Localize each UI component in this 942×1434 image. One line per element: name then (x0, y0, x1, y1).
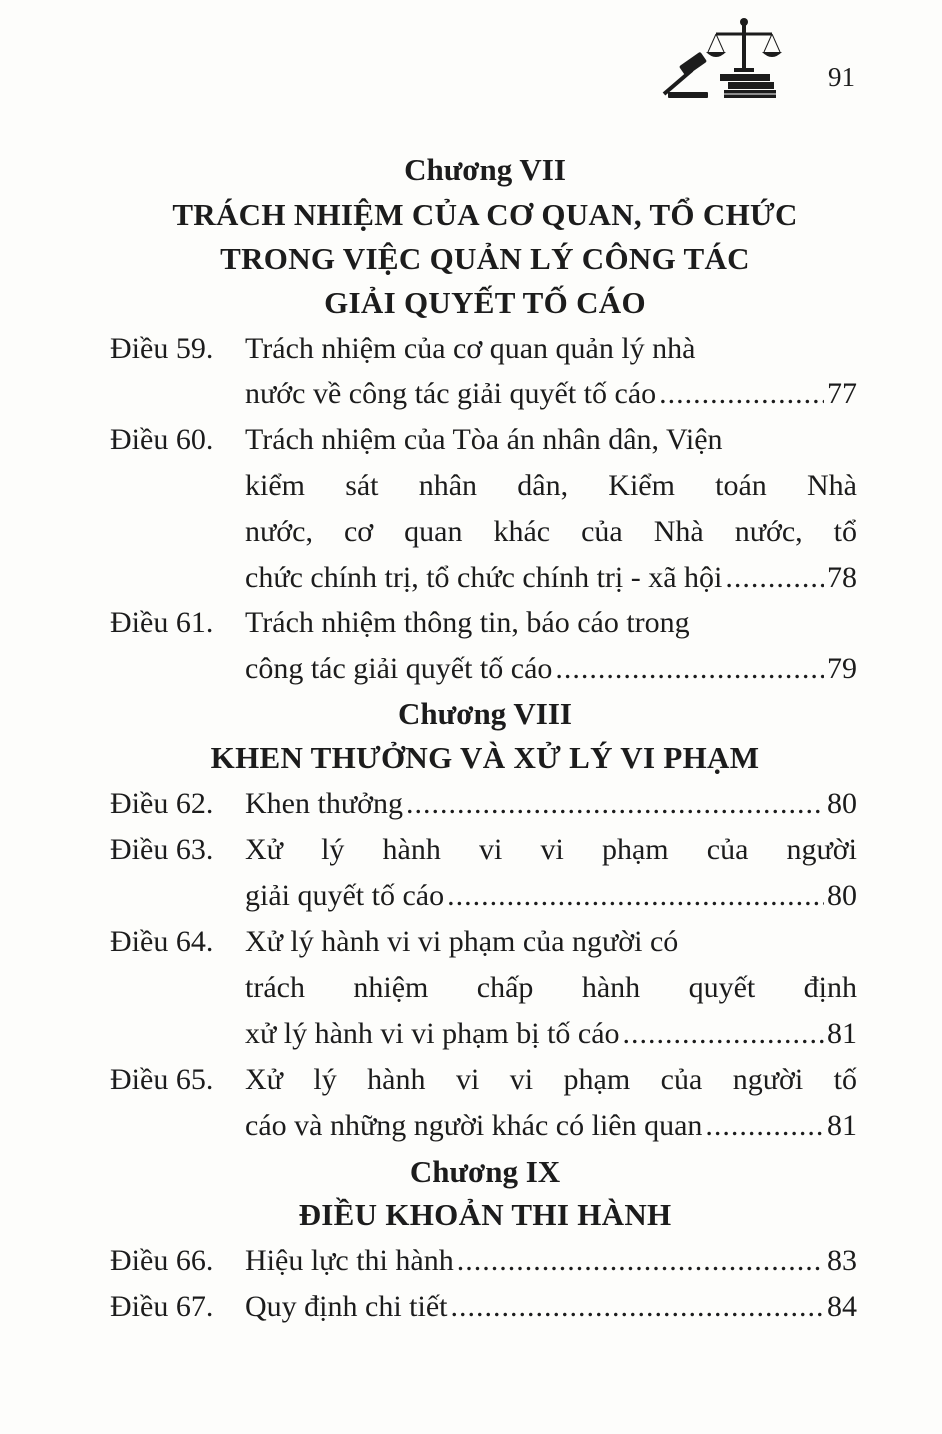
chapter-heading: ĐIỀU KHOẢN THI HÀNH (298, 1197, 672, 1232)
toc-page-number: 79 (827, 652, 857, 685)
toc-page-number: 84 (827, 1290, 857, 1323)
toc-entry-line (245, 556, 857, 600)
toc-entry-line (245, 1012, 857, 1056)
scales-of-justice-icon (658, 14, 788, 100)
article-label: Điều 62. (110, 787, 214, 820)
article-title: giải quyết tố cáo (245, 879, 445, 912)
toc-entry-line (245, 1239, 857, 1283)
dot-leader (450, 1285, 824, 1329)
toc-page-number: 80 (827, 879, 857, 912)
toc-entry-line (245, 1285, 857, 1329)
toc-page-number: 78 (827, 561, 857, 594)
article-title: Trách nhiệm của cơ quan quản lý nhà (245, 332, 696, 365)
toc-page-number: 81 (827, 1017, 857, 1050)
dot-leader (659, 372, 824, 416)
article-title: trách nhiệm chấp hành quyết định (245, 971, 857, 1004)
dot-leader (725, 556, 824, 600)
toc-entry-line (245, 647, 857, 691)
toc-entry-line (245, 782, 857, 826)
chapter-title: Chương IX (409, 1154, 561, 1189)
toc-page-number: 81 (827, 1109, 857, 1142)
article-title: chức chính trị, tổ chức chính trị - xã hội (245, 561, 723, 594)
article-label: Điều 59. (110, 332, 214, 365)
page-number: 91 (828, 62, 855, 92)
toc-entry-line (245, 1104, 857, 1148)
dot-leader (623, 1012, 824, 1056)
article-title: kiểm sát nhân dân, Kiểm toán Nhà (245, 469, 857, 502)
article-title: Hiệu lực thi hành (245, 1244, 454, 1277)
toc-entry-line (245, 874, 857, 918)
article-title: Xử lý hành vi vi phạm của người (245, 833, 857, 866)
toc-page-number: 77 (827, 377, 857, 410)
article-title: Xử lý hành vi vi phạm của người tố (245, 1063, 857, 1096)
toc-entry-line (245, 372, 857, 416)
chapter-heading: TRÁCH NHIỆM CỦA CƠ QUAN, TỔ CHỨC (172, 197, 798, 232)
dot-leader (555, 647, 824, 691)
toc-page-number: 80 (827, 787, 857, 820)
article-label: Điều 61. (110, 606, 214, 639)
article-title: cáo và những người khác có liên quan (245, 1109, 703, 1142)
toc-page-number: 83 (827, 1244, 857, 1277)
dot-leader (447, 874, 824, 918)
article-label: Điều 63. (110, 833, 214, 866)
article-title: Xử lý hành vi vi phạm của người có (245, 925, 679, 958)
chapter-heading: TRONG VIỆC QUẢN LÝ CÔNG TÁC (220, 241, 750, 276)
chapter-heading: GIẢI QUYẾT TỐ CÁO (324, 285, 646, 320)
article-title: nước, cơ quan khác của Nhà nước, tổ (245, 515, 857, 548)
article-title: Trách nhiệm thông tin, báo cáo trong (245, 606, 690, 639)
chapter-title: Chương VII (404, 152, 566, 187)
dot-leader (705, 1104, 824, 1148)
dot-leader (406, 782, 824, 826)
article-title: xử lý hành vi vi phạm bị tố cáo (245, 1017, 620, 1050)
article-label: Điều 67. (110, 1290, 214, 1323)
chapter-heading: KHEN THƯỞNG VÀ XỬ LÝ VI PHẠM (210, 740, 760, 775)
article-title: Khen thưởng (245, 787, 403, 820)
chapter-title: Chương VIII (398, 696, 572, 731)
article-title: Quy định chi tiết (245, 1290, 448, 1323)
article-title: Trách nhiệm của Tòa án nhân dân, Viện (245, 423, 723, 456)
article-title: công tác giải quyết tố cáo (245, 652, 553, 685)
article-title: nước về công tác giải quyết tố cáo (245, 377, 657, 410)
article-label: Điều 60. (110, 423, 214, 456)
article-label: Điều 65. (110, 1063, 214, 1096)
dot-leader (457, 1239, 824, 1283)
article-label: Điều 66. (110, 1244, 214, 1277)
article-label: Điều 64. (110, 925, 214, 958)
